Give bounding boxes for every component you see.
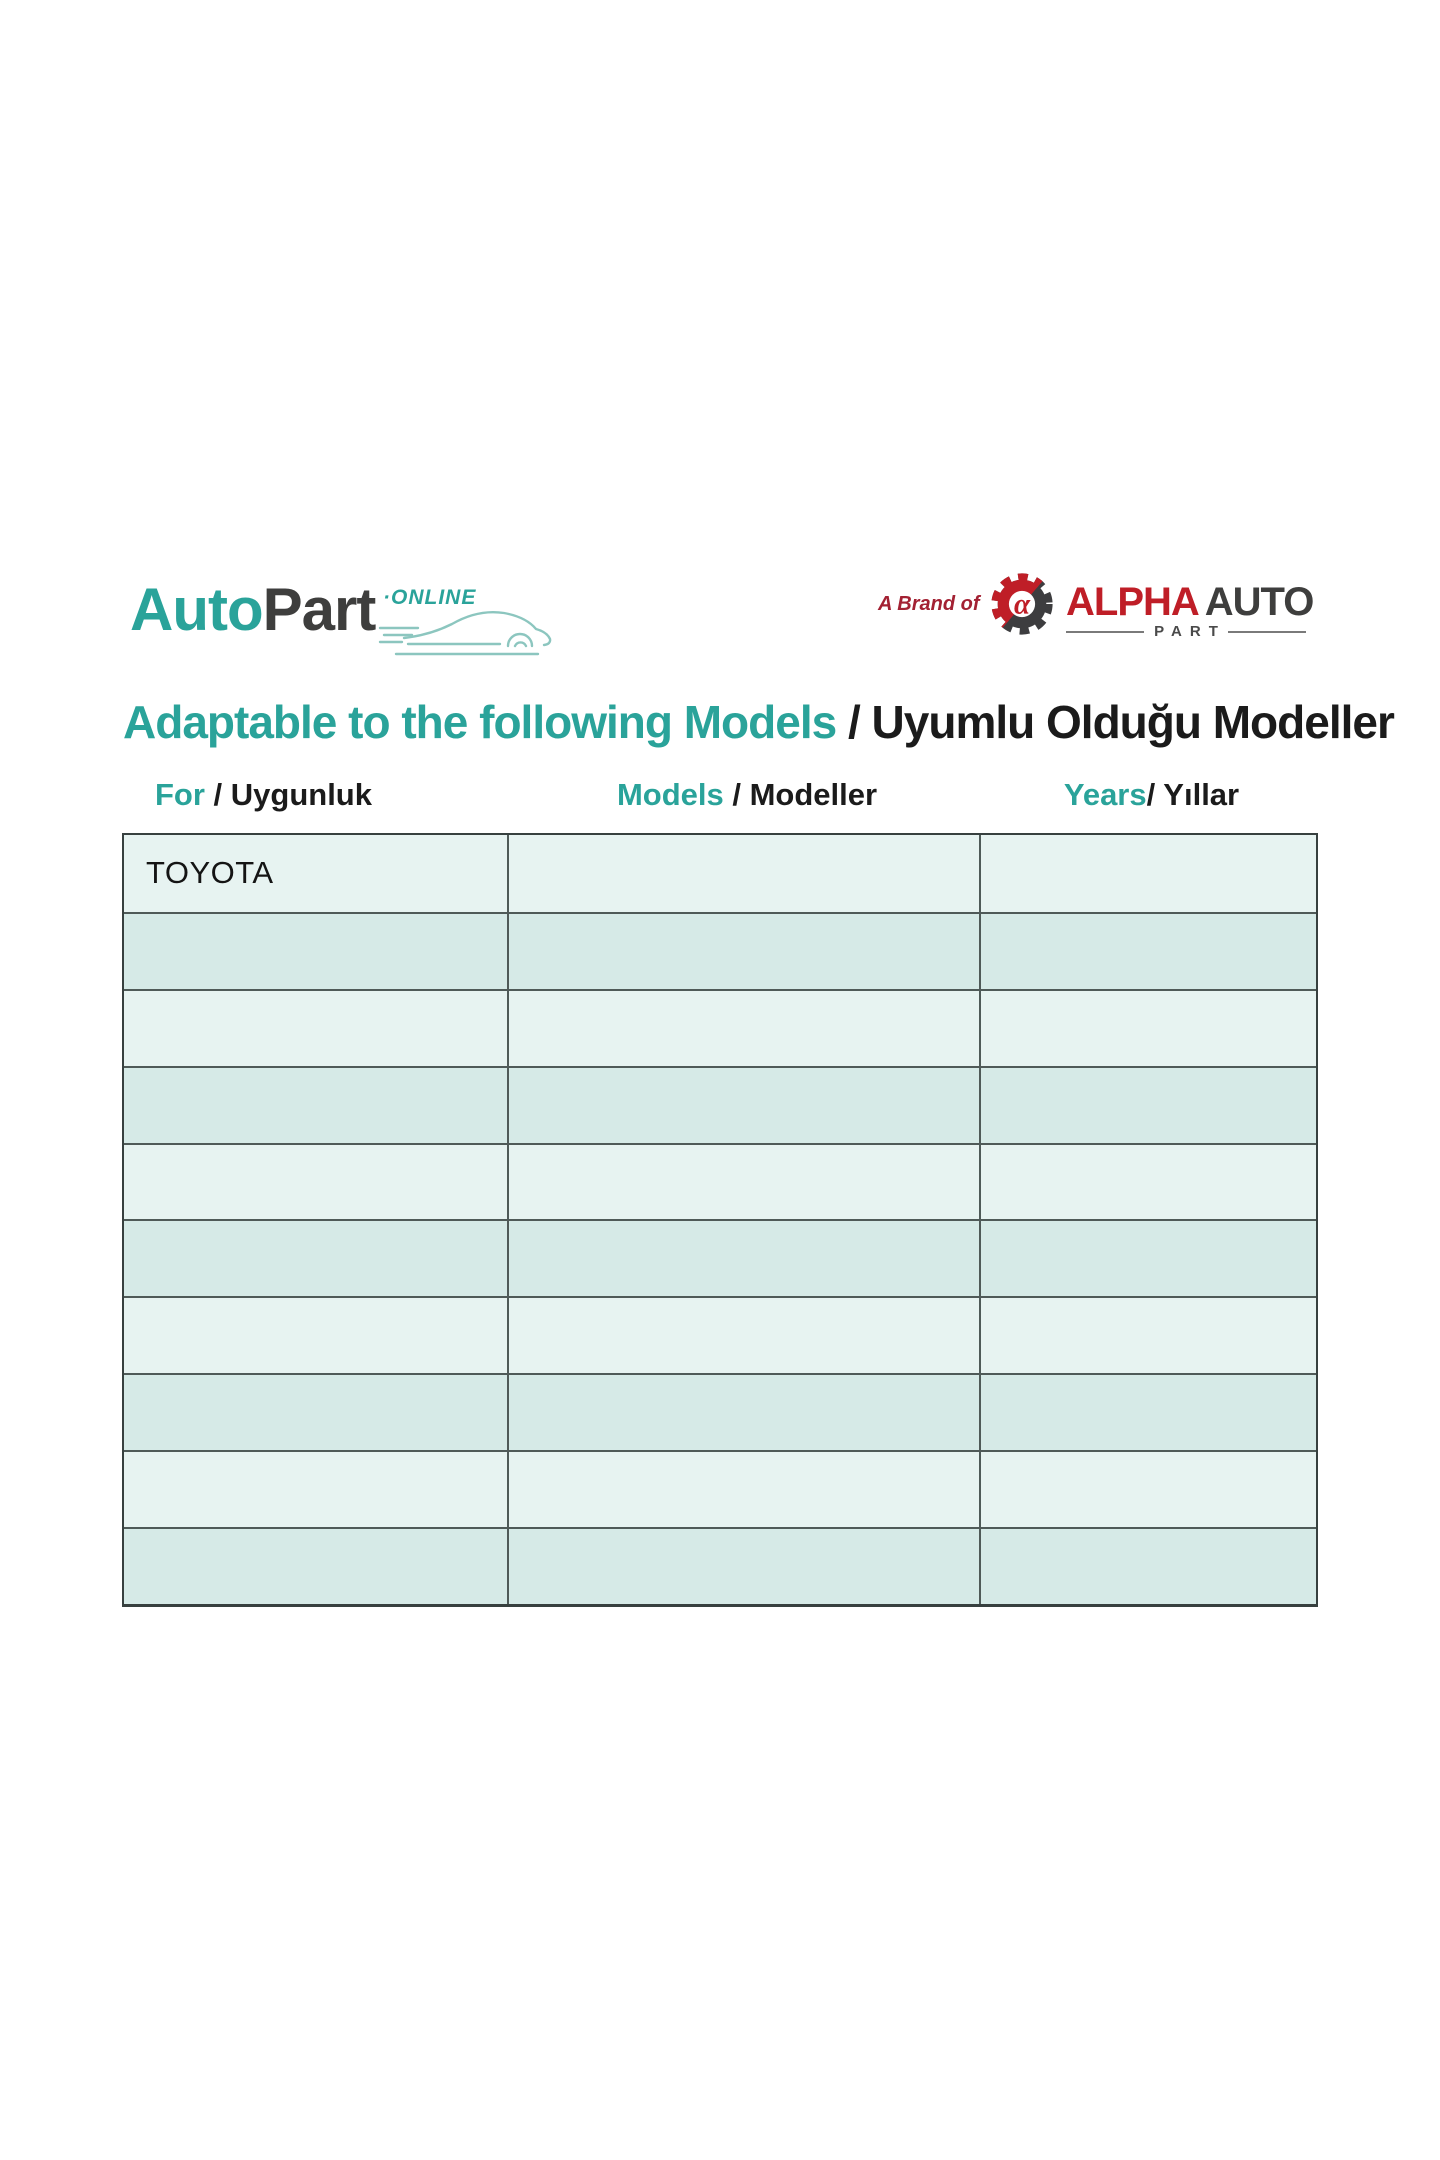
part-rule-left (1066, 631, 1144, 633)
column-header-accent: For (154, 777, 205, 812)
table-cell (509, 1452, 981, 1527)
column-header-rest: / Yıllar (1146, 777, 1240, 812)
brand-part-row (1066, 623, 1306, 640)
column-header-accent: Years (1063, 777, 1147, 812)
table-row (124, 1219, 1316, 1296)
column-header-years (985, 778, 1318, 812)
table-cell (981, 914, 1316, 989)
column-header-rest: / Modeller (723, 777, 878, 812)
table-cell (509, 914, 981, 989)
page-title-tr: / Uyumlu Olduğu Modeller (836, 696, 1394, 748)
table-cell (509, 991, 981, 1066)
table-row (124, 1527, 1316, 1604)
table-cell (124, 914, 509, 989)
table-cell (124, 1452, 509, 1527)
table-cell (981, 1529, 1316, 1604)
table-cell (981, 1452, 1316, 1527)
table-cell (124, 1068, 509, 1143)
table-row (124, 1373, 1316, 1450)
part-rule-right (1228, 631, 1306, 633)
table-cell (981, 835, 1316, 912)
table-cell (509, 1068, 981, 1143)
column-header-models (509, 778, 985, 812)
table-cell (981, 1375, 1316, 1450)
table-cell (124, 1145, 509, 1220)
column-header-rest: / Uygunluk (204, 777, 372, 812)
alpha-glyph: α (1013, 588, 1031, 621)
brand-part-label: PART (1154, 623, 1226, 640)
table-cell (509, 1145, 981, 1220)
logo-text-secondary: Part (262, 576, 376, 643)
table-cell (509, 835, 981, 912)
table-cell (509, 1375, 981, 1450)
table-cell (124, 1529, 509, 1604)
table-cell (509, 1529, 981, 1604)
table-cell (509, 1221, 981, 1296)
table-row (124, 1296, 1316, 1373)
autopart-logo (130, 576, 590, 680)
table-cell (124, 991, 509, 1066)
table-row (124, 989, 1316, 1066)
column-header-for (122, 778, 509, 812)
brand-of-label: A Brand of (878, 593, 980, 615)
table-row (124, 835, 1316, 912)
brand-name-auto: AUTO (1204, 580, 1314, 624)
table-row (124, 1143, 1316, 1220)
table-cell (981, 1068, 1316, 1143)
table-cell (981, 1145, 1316, 1220)
table-column-headers (122, 778, 1318, 812)
page-title (123, 697, 1394, 748)
table-row (124, 1066, 1316, 1143)
table-cell (981, 1298, 1316, 1373)
table-row (124, 1450, 1316, 1527)
table-cell (124, 1375, 509, 1450)
brand-name-alpha: ALPHA (1066, 580, 1199, 624)
car-outline-icon (378, 602, 560, 658)
page-title-en: Adaptable to the following Models (123, 696, 837, 748)
models-table (122, 833, 1318, 1607)
logo-online-label: ·ONLINE (383, 586, 477, 609)
table-row (124, 912, 1316, 989)
alpha-brand-badge (878, 570, 1323, 655)
table-cell (124, 1298, 509, 1373)
logo-text-primary: Auto (130, 576, 263, 643)
table-cell (981, 1221, 1316, 1296)
table-cell (981, 991, 1316, 1066)
table-cell (124, 1221, 509, 1296)
table-cell: TOYOTA (124, 835, 509, 912)
table-cell (509, 1298, 981, 1373)
brand-name (1066, 582, 1313, 622)
column-header-accent: Models (616, 777, 724, 812)
gear-alpha-icon (988, 570, 1056, 638)
